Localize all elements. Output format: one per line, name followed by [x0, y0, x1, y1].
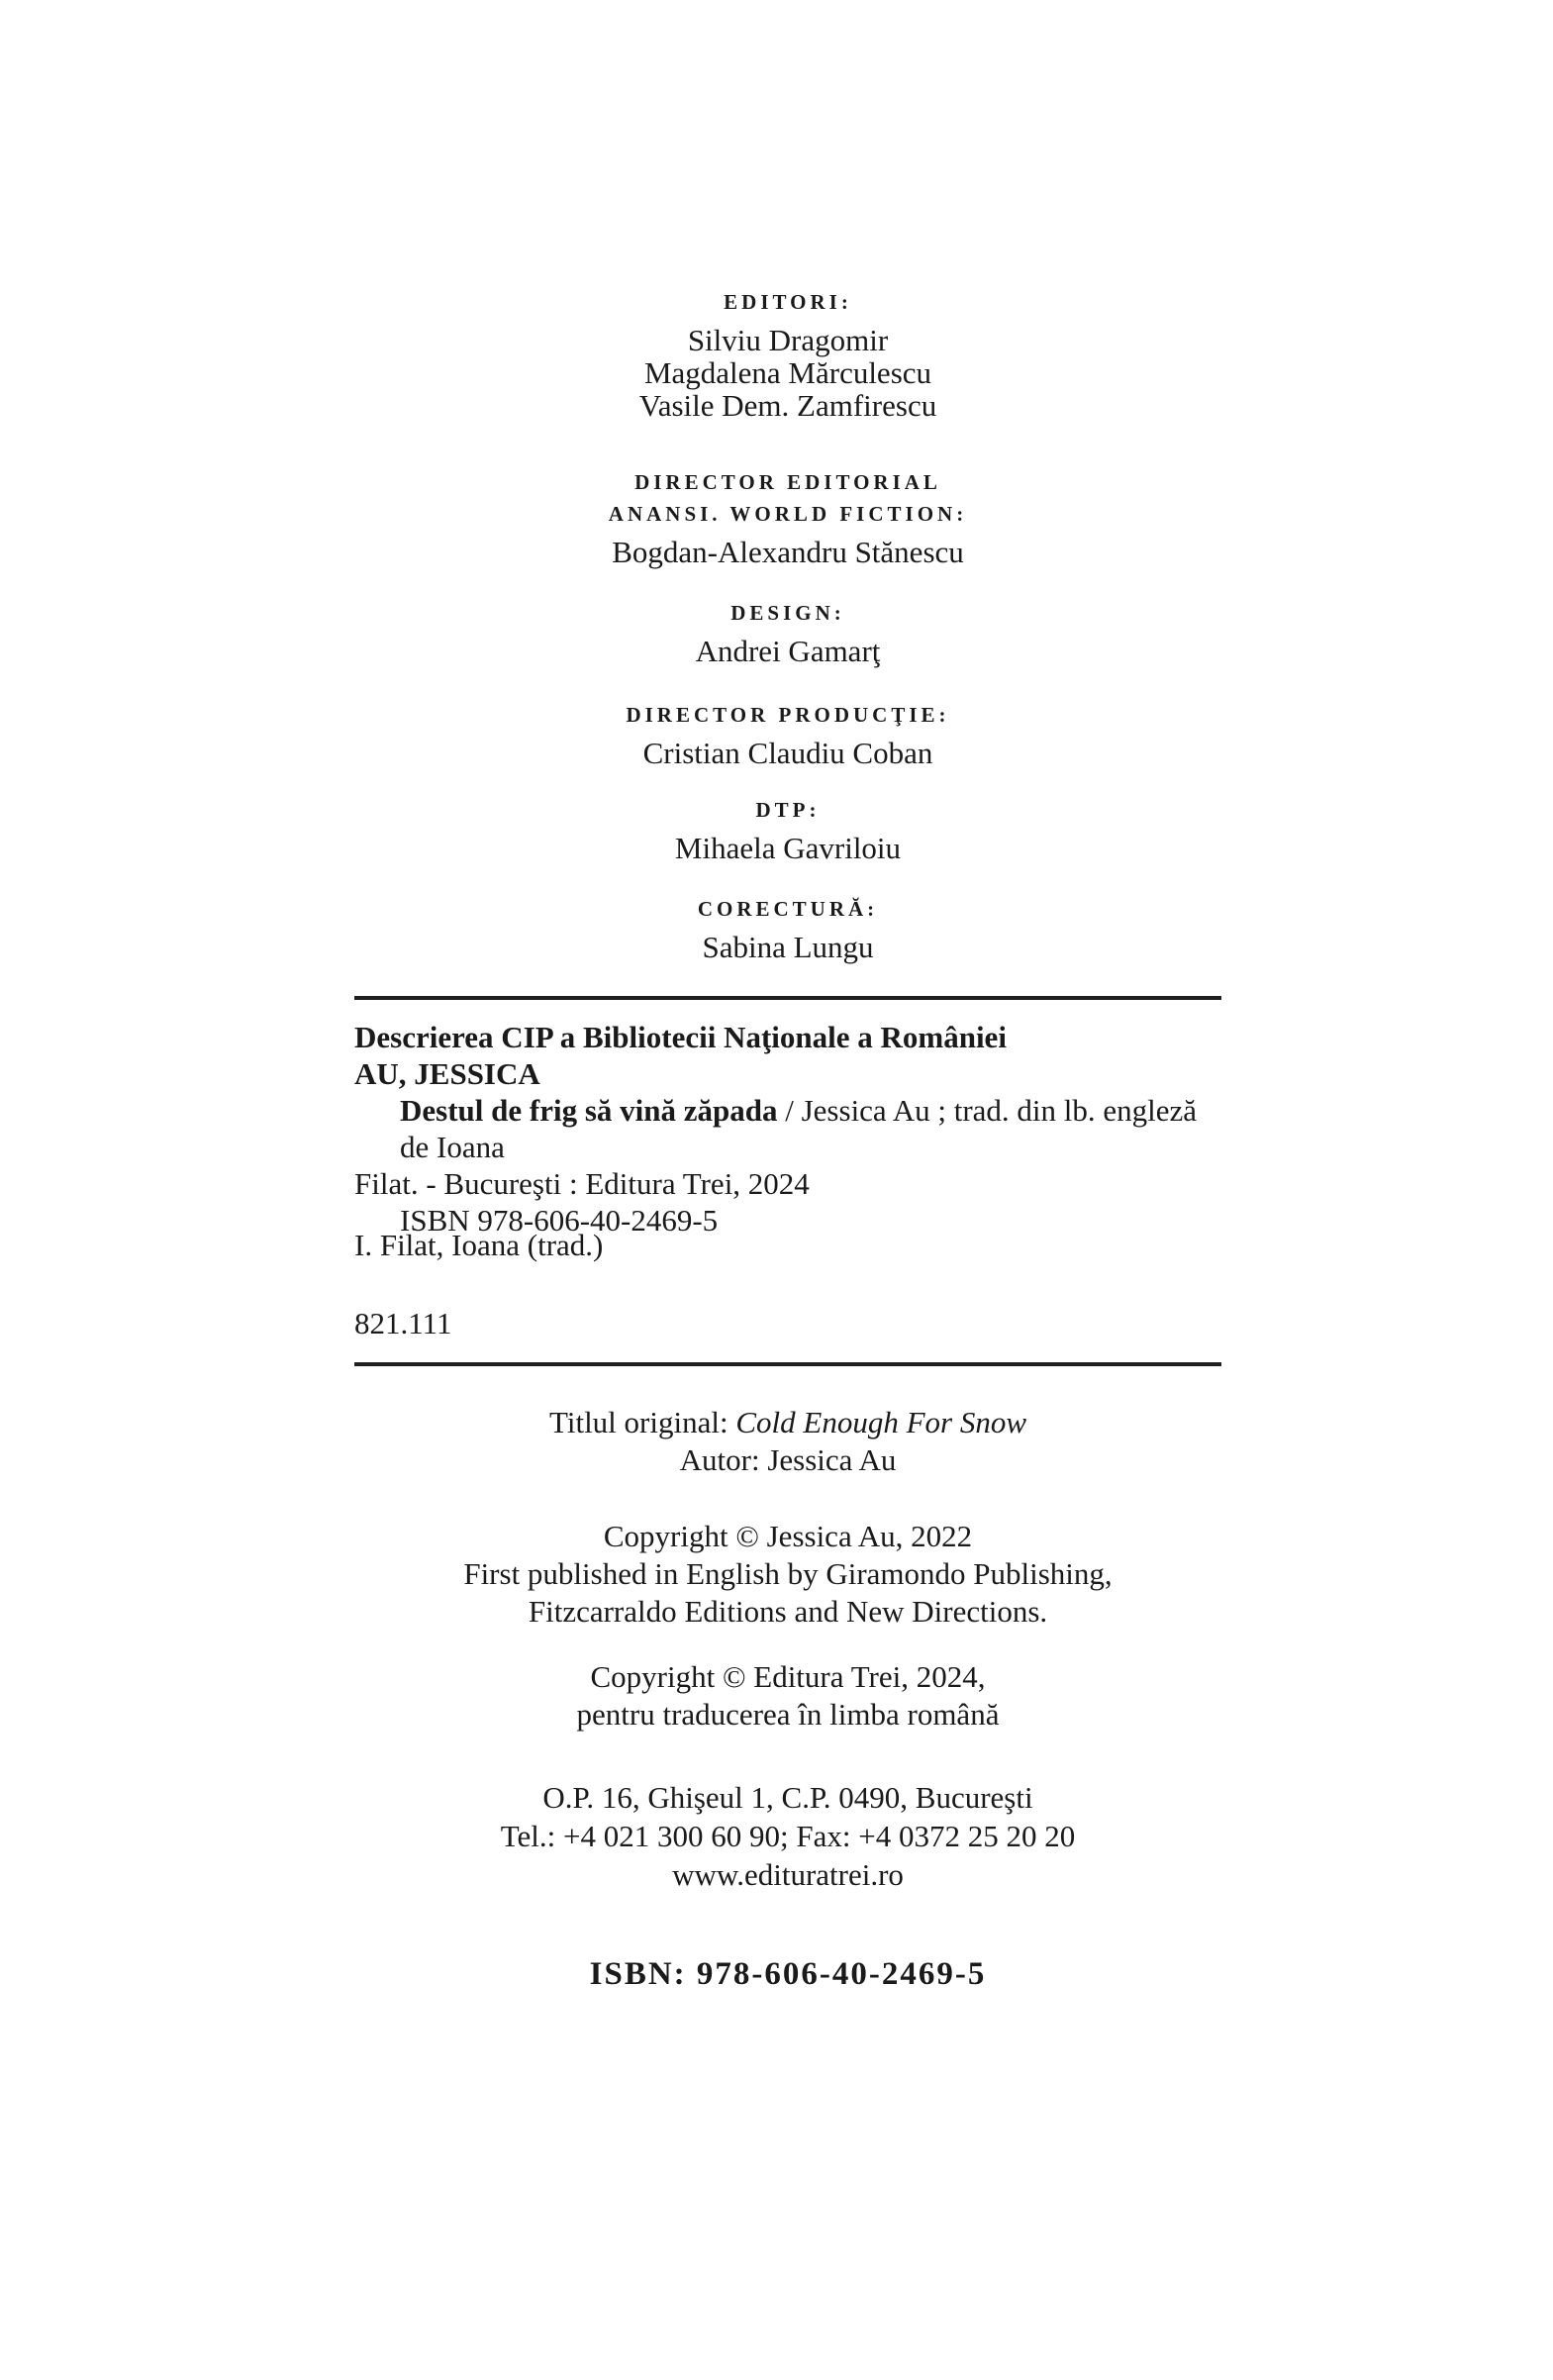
cip-author-heading: AU, JESSICA — [354, 1056, 540, 1091]
staff-label: DIRECTOR EDITORIAL — [634, 470, 941, 494]
staff-label: DTP: — [755, 798, 821, 822]
cip-isbn-line: ISBN 978-606-40-2469-5 — [400, 1203, 719, 1238]
copyright-romanian-block — [354, 1658, 1221, 1734]
staff-names — [354, 832, 1221, 864]
original-author-line: Autor: Jessica Au — [679, 1442, 897, 1477]
cip-bottom-rule — [354, 1362, 1221, 1366]
staff-name: Mihaela Gavriloiu — [674, 831, 902, 865]
staff-name: Bogdan-Alexandru Stănescu — [612, 535, 964, 569]
staff-label: DESIGN: — [730, 601, 845, 625]
original-title-italic: Cold Enough For Snow — [735, 1405, 1026, 1439]
staff-label: EDITORI: — [724, 290, 852, 314]
cip-description — [354, 1019, 1221, 1239]
cip-heading: Descrierea CIP a Bibliotecii Naţionale a României — [354, 1020, 1007, 1054]
staff-name: Silviu Dragomir — [687, 323, 889, 357]
copyright-line: Copyright © Editura Trei, 2024, — [590, 1659, 986, 1694]
publisher-address-block — [354, 1778, 1221, 1894]
staff-name: Cristian Claudiu Coban — [642, 736, 933, 770]
cip-title-rest: / Jessica Au ; trad. din lb. engleză de Ioana — [400, 1093, 1198, 1164]
staff-names — [354, 536, 1221, 568]
publisher-website: www.edituratrei.ro — [672, 1857, 904, 1892]
staff-names — [354, 737, 1221, 769]
address-line: O.P. 16, Ghişeul 1, C.P. 0490, Bucureşti — [542, 1780, 1033, 1815]
cip-translator-line: I. Filat, Ioana (trad.) — [354, 1228, 604, 1262]
staff-section-director-editorial — [354, 466, 1221, 568]
copyright-line: Fitzcarraldo Editions and New Directions. — [528, 1594, 1048, 1629]
isbn-footer: ISBN: 978-606-40-2469-5 — [589, 1956, 987, 1992]
staff-section-design — [354, 597, 1221, 667]
copyright-line: First published in English by Giramondo Publishing, — [463, 1556, 1113, 1591]
staff-name: Vasile Dem. Zamfirescu — [638, 388, 937, 423]
staff-section-director-productie — [354, 699, 1221, 769]
copyright-line: pentru traducerea în limba română — [576, 1697, 1000, 1732]
text-column — [354, 0, 1221, 2380]
staff-label: ANANSI. WORLD FICTION: — [608, 502, 968, 526]
staff-label: DIRECTOR PRODUCŢIE: — [626, 703, 950, 727]
original-title-label: Titlul original: — [549, 1405, 736, 1439]
staff-section-dtp — [354, 794, 1221, 864]
cip-publisher-line: Filat. - Bucureşti : Editura Trei, 2024 — [354, 1166, 810, 1201]
staff-name: Sabina Lungu — [702, 930, 874, 964]
staff-names — [354, 931, 1221, 963]
cip-top-rule — [354, 996, 1221, 1000]
address-phone-line: Tel.: +4 021 300 60 90; Fax: +4 0372 25 20 20 — [500, 1819, 1076, 1853]
cip-title-bold: Destul de frig să vină zăpada — [400, 1093, 778, 1128]
original-title-block — [354, 1404, 1221, 1479]
staff-name: Andrei Gamarţ — [695, 634, 881, 668]
cip-title-line — [354, 1092, 1221, 1165]
copyright-line: Copyright © Jessica Au, 2022 — [603, 1519, 973, 1553]
staff-name: Magdalena Mărculescu — [643, 355, 932, 390]
staff-names — [354, 635, 1221, 667]
copyright-english-block — [354, 1518, 1221, 1631]
cip-classification: 821.111 — [354, 1306, 452, 1340]
staff-names — [354, 324, 1221, 422]
staff-section-editori — [354, 286, 1221, 422]
staff-section-corectura — [354, 893, 1221, 963]
original-title-line — [354, 1404, 1221, 1441]
staff-label: CORECTURĂ: — [697, 897, 879, 921]
